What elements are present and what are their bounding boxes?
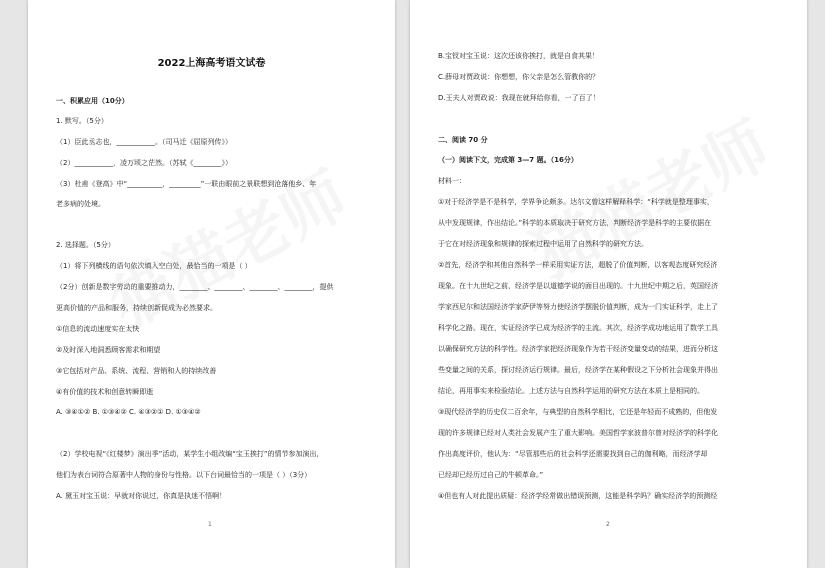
question-line: （3）杜甫《登高》中“__________，_________”一联由眼前之景联想到沧落他乡、年 [56, 180, 317, 188]
paragraph-line: 科学化之路。现在，实证经济学已成为经济学的主流。其次，经济学成功地运用了数学工具 [438, 324, 718, 332]
option-line: ④有价值的技术和创意转瞬即逝 [56, 388, 154, 396]
document-page-2 [410, 0, 807, 568]
option-line: ②及时深入地洞悉顾客需求和期望 [56, 346, 161, 354]
option-line: ①信息的流动速度实在太快 [56, 325, 140, 333]
paragraph-line: 现的许多规律已经对人类社会发展产生了重大影响。美国哲学家波普尔曾对经济学的科学化 [438, 429, 718, 437]
question-line: 他们为表台词符合原著中人物的身份与性格。以下台词最恰当的一项是（ ）（3分） [56, 471, 312, 479]
document-title: 2022上海高考语文试卷 [157, 58, 266, 69]
option-line: ③它包括对产品、系统、流程、营销和人的持续改善 [56, 367, 217, 375]
page-number: 1 [208, 521, 212, 528]
paragraph-line: ①对于经济学是不是科学，学界争论颇多。达尔文曾这样解释科学：“科学就是整理事实， [438, 198, 714, 206]
question-line: （1）将下列横线的语句依次填入空白处，最恰当的一项是（ ） [56, 262, 252, 270]
paragraph-line: 些变量之间的关系，探讨经济运行规律。最后，经济学在某种假设之下分析社会现象并得出 [438, 366, 718, 374]
section-heading: 二、阅读 70 分 [438, 136, 488, 144]
option-line: C.薛母对贾政说：你想想，你父亲是怎么管教你的？ [438, 73, 600, 81]
question-line: 更高价值的产品和服务，持续创新促成为必然要求。 [56, 304, 217, 312]
question-line: 2. 选择题。（5分） [56, 241, 115, 249]
section-heading: 一、积累应用（10分） [56, 97, 129, 105]
paragraph-line: 以确保研究方法的科学性。经济学家把经济现象作为若干经济变量变动的结果，进而分析这 [438, 345, 718, 353]
subsection-heading: （一）阅读下文，完成第 3—7 题。（16分） [438, 156, 578, 164]
paragraph-line: 作出高度评价，他认为：“尽管那些后的社会科学还需要找到自己的伽利略，而经济学却 [438, 450, 708, 458]
paragraph-line: 学家西尼尔和法国经济学家萨伊等努力使经济学摆脱价值判断，成为一门实证科学，走上了 [438, 303, 718, 311]
question-line: （2分）创新是数字劳动的重要推动力，________、________、________、________，提供 [56, 283, 334, 291]
question-line: 1. 默写。（5分） [56, 117, 108, 125]
option-line: A. 黛玉对宝玉说：早就对你说过，你真是执迷不悟啊！ [56, 492, 227, 500]
paragraph-line: 从中发现规律，作出结论。”科学的本质取决于研究方法，判断经济学是科学的主要依据在 [438, 219, 712, 227]
paragraph-line: 现象。在十九世纪之前，经济学是以道德学说的面目出现的。十九世纪中期之后，英国经济 [438, 282, 718, 290]
document-page-1 [28, 0, 395, 568]
paragraph-line: ②首先，经济学和其他自然科学一样采用实证方法，超脱了价值判断，以客观态度研究经济 [438, 261, 718, 269]
paragraph-line: 于它在对经济现象和规律的探索过程中运用了自然科学的研究方法。 [438, 240, 648, 248]
paragraph-line: ④但也有人对此提出质疑：经济学经常做出错误预测，这能是科学吗？确实经济学的预测经 [438, 492, 718, 500]
question-line: （2）学校电视“《红楼梦》演出季”活动，某学生小组改编“宝玉挨打”的情节参加演出， [56, 450, 324, 458]
question-line: （2）___________，凌万顷之茫然。（苏轼《________》） [56, 159, 232, 167]
answer-choices: A. ③④①② B. ①③④② C. ④③②① D. ①③④② [56, 408, 201, 416]
paragraph-line: 结论，再用事实来检验结论。上述方法与自然科学运用的研究方法在本质上是相同的。 [438, 387, 704, 395]
option-line: D.王夫人对贾政说：我现在就拜给你看，一了百了！ [438, 94, 600, 102]
question-line: 老多病的处境。 [56, 200, 105, 208]
material-label: 材料一： [438, 177, 466, 185]
paragraph-line: 已经却已经历过自己的牛顿革命。” [438, 471, 544, 479]
option-line: B.宝钗对宝玉说：这次还该你挨打，就是自食其果！ [438, 52, 600, 60]
paragraph-line: ③现代经济学的历史仅二百余年，与典型的自然科学相比，它还是年轻而不成熟的，但他发 [438, 408, 718, 416]
question-line: （1）臣此丞志也，___________。（司马迁《屈原列传》） [56, 138, 232, 146]
page-number: 2 [606, 521, 610, 528]
